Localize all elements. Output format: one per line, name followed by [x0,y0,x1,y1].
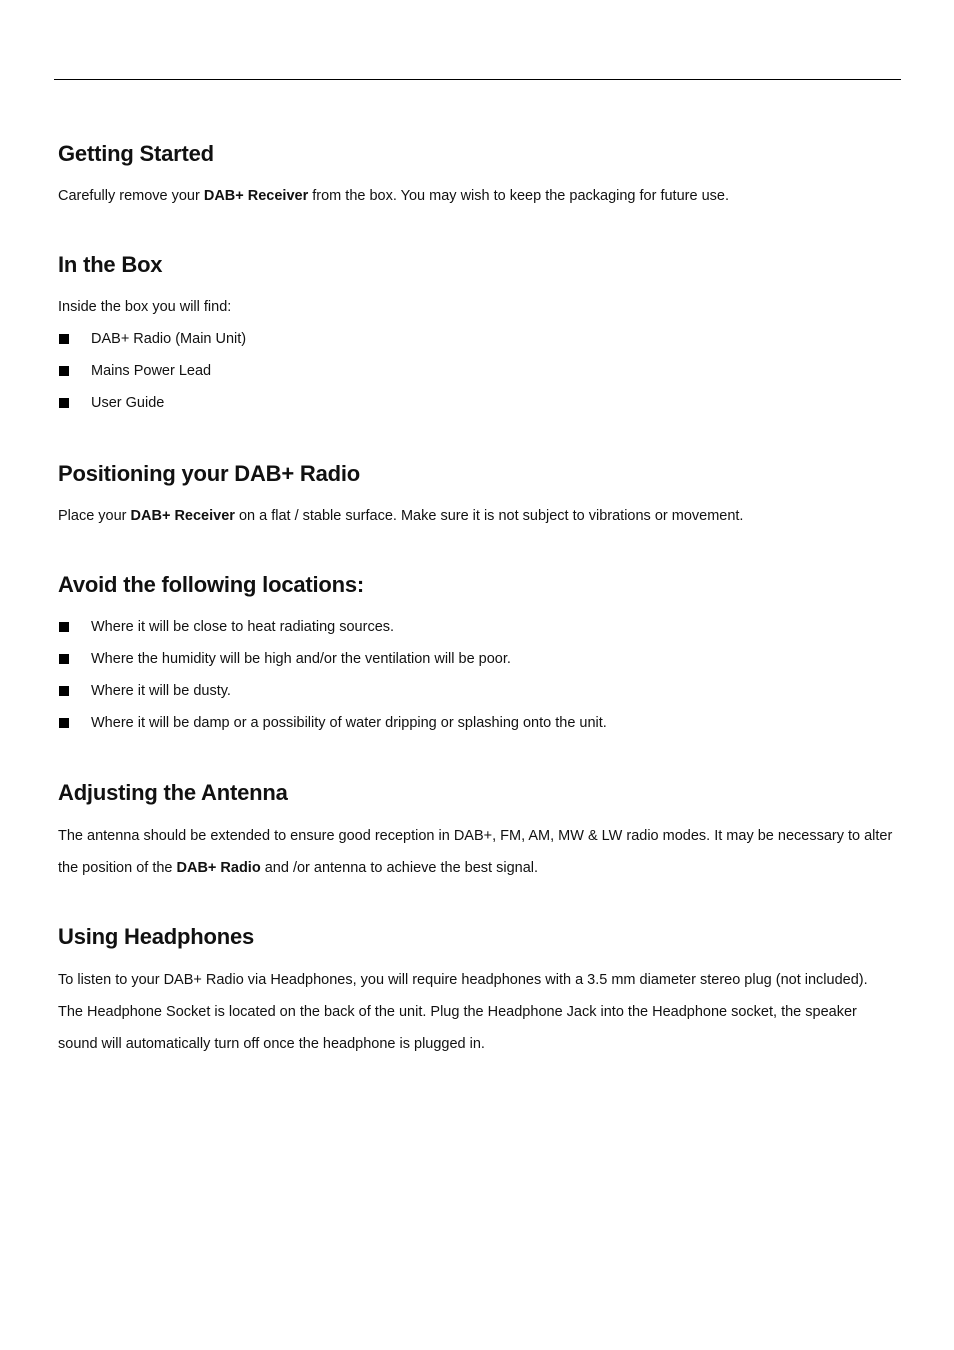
text-segment: Place your [58,508,131,524]
text-segment: The antenna should be extended to ensure good reception in DAB+, FM, AM, MW & LW radio modes. It may be necessary to alter the position of the [58,828,893,876]
heading-headphones: Using Headphones [58,924,255,949]
section-headphones [58,924,894,1060]
avoid-locations-list [58,611,894,739]
text-segment: and /or antenna to achieve the best signal. [260,860,539,876]
heading-avoid-locations: Avoid the following locations: [58,572,365,597]
list-item [58,323,894,355]
list-item [58,643,894,675]
text-segment: Carefully remove your [58,188,204,204]
header-rule [54,79,901,80]
text-segment: on a flat / stable surface. Make sure it is not subject to vibrations or movement. [234,508,744,524]
paragraph-getting-started [58,180,894,212]
list-item-text: Where it will be close to heat radiating sources. [91,619,395,635]
heading-antenna: Adjusting the Antenna [58,780,288,805]
list-item-text: Where the humidity will be high and/or the ventilation will be poor. [91,651,511,667]
section-in-the-box [58,252,894,419]
heading-positioning: Positioning your DAB+ Radio [58,461,360,486]
square-bullet-icon [59,654,69,664]
paragraph-headphones: To listen to your DAB+ Radio via Headphones, you will require headphones with a 3.5 mm diameter stereo plug (not included). The Headphone Socket is located on the back of the unit. Plug the Headphone Jack into the Headphone socket, the speaker sound will automatically turn off once the headphone is plugged in. [58,972,868,1052]
list-item-text: Where it will be damp or a possibility of water dripping or splashing onto the unit. [91,715,607,731]
heading-in-the-box: In the Box [58,252,163,277]
section-avoid-locations [58,572,894,739]
square-bullet-icon [59,622,69,632]
list-item [58,387,894,419]
paragraph-antenna [58,820,894,884]
list-item [58,707,894,739]
list-item [58,675,894,707]
square-bullet-icon [59,686,69,696]
list-item-text: User Guide [91,395,165,411]
paragraph-positioning [58,500,894,532]
bold-product-name: DAB+ Receiver [203,188,309,204]
list-item [58,611,894,643]
paragraph-box-intro: Inside the box you will find: [58,299,232,315]
section-positioning [58,461,894,532]
bold-product-name: DAB+ Receiver [130,508,235,524]
list-item-text: Where it will be dusty. [91,683,231,699]
heading-getting-started: Getting Started [58,141,214,166]
list-item-text: Mains Power Lead [91,363,212,379]
square-bullet-icon [59,366,69,376]
square-bullet-icon [59,718,69,728]
list-item-text: DAB+ Radio (Main Unit) [91,331,247,347]
text-segment: from the box. You may wish to keep the packaging for future use. [308,188,729,204]
section-antenna [58,780,894,884]
list-item [58,355,894,387]
square-bullet-icon [59,398,69,408]
box-contents-list [58,323,894,419]
bold-product-name: DAB+ Radio [176,860,261,876]
section-getting-started [58,141,894,212]
square-bullet-icon [59,334,69,344]
